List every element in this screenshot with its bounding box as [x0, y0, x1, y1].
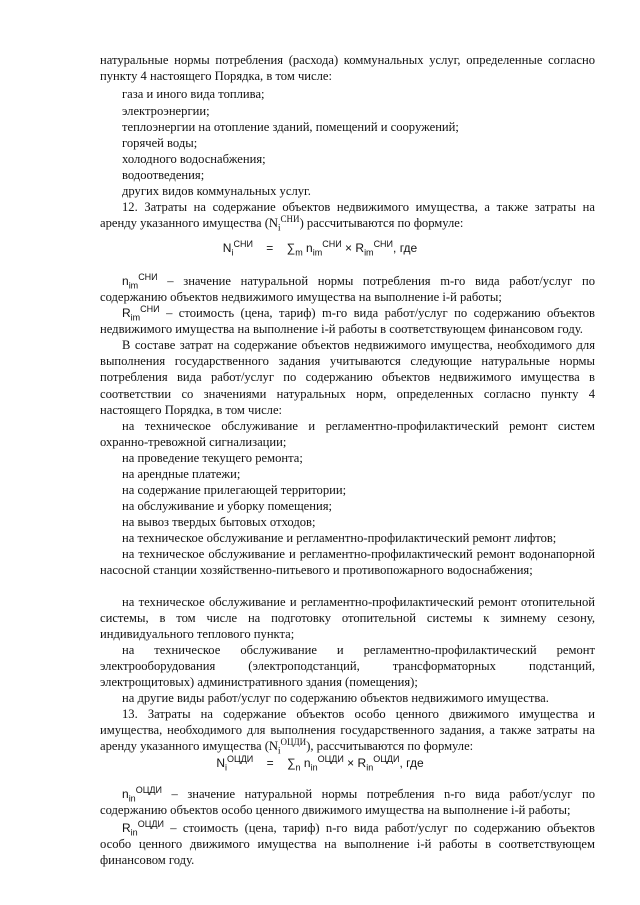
- section-13-heading: 13. Затраты на содержание объектов особо ценного движимого имущества и имущества, необходимого для выполнения государственного задания, а также затраты на аренду указанного имущества $(N_i^{ОЦДИ})$, рассчитываются по формуле:: [100, 707, 595, 756]
- utility-item: электроэнергии;: [122, 104, 210, 118]
- definition-r-ocdi: $R_{in}^{ОЦДИ}$ – стоимость (цена, тариф) n-го вида работ/услуг по содержанию объектов особо ценного движимого имущества на выполнение i-й работы в соответствующем финансовом году.: [100, 819, 595, 868]
- section-12-heading: 12. Затраты на содержание объектов недвижимого имущества, а также затраты на аренду указанного имущества $(N_i^{СНИ})$ рассчитываются по формуле:: [100, 200, 595, 233]
- definition-n-sni: $n_{im}^{СНИ}$ – значение натуральной нормы потребления m-го вида работ/услуг по содержанию объектов недвижимого имущества на выполнение i-й работы;: [100, 272, 595, 305]
- work-item: на вывоз твердых бытовых отходов;: [122, 515, 316, 529]
- definition-n-ocdi: $n_{in}^{ОЦДИ}$ – значение натуральной нормы потребления n-го вида работ/услуг по содержанию объектов особо ценного движимого имущества на выполнение i-й работы;: [100, 785, 595, 818]
- composition-paragraph: В составе затрат на содержание объектов недвижимого имущества, необходимого для выполнения государственного задания учитываются следующие натуральные нормы потребления вида работ/услуг по содержанию объектов недвижимого имущества в соответствии со значениями натуральных норм, определенных согласно пункту 4 настоящего Порядка, в том числе:: [100, 338, 595, 417]
- definition-r-sni: $R_{im}^{СНИ}$ – стоимость (цена, тариф) m-го вида работ/услуг по содержанию объектов недвижимого имущества на выполнение i-й работы в соответствующем финансовом году.: [100, 304, 596, 337]
- work-item: на арендные платежи;: [122, 467, 241, 481]
- work-item: на техническое обслуживание и регламентно-профилактический ремонт отопительной системы, в том числе на подготовку отопительной системы к зимнему сезону, индивидуального теплового пункта;: [100, 595, 595, 642]
- work-item: на обслуживание и уборку помещения;: [122, 499, 333, 513]
- utility-item: других видов коммунальных услуг.: [122, 184, 311, 198]
- work-item: на техническое обслуживание и регламентно-профилактический ремонт систем охранно-тревожной сигнализации;: [100, 419, 595, 450]
- work-item: на проведение текущего ремонта;: [122, 451, 303, 465]
- intro-paragraph: натуральные нормы потребления (расхода) коммунальных услуг, определенные согласно пункту 4 настоящего Порядка, в том числе:: [100, 53, 595, 84]
- utility-item: холодного водоснабжения;: [122, 152, 266, 166]
- work-item: на техническое обслуживание и регламентно-профилактический ремонт водонапорной насосной станции хозяйственно-питьевого и противопожарного водоснабжения;: [100, 547, 595, 578]
- work-item: на другие виды работ/услуг по содержанию объектов недвижимого имущества.: [122, 691, 549, 705]
- utility-item: газа и иного вида топлива;: [122, 87, 265, 101]
- utility-item: горячей воды;: [122, 136, 198, 150]
- work-item: на техническое обслуживание и регламентно-профилактический ремонт электрооборудования (электроподстанций, трансформаторных подстанций, электрощитовых) административного здания (помещения);: [100, 643, 595, 690]
- utility-item: теплоэнергии на отопление зданий, помещений и сооружений;: [122, 120, 459, 134]
- formula-ocdi: $N_i^{ОЦДИ} = \sum_n$ $n_{in}^{ОЦДИ} \times R_{in}^{ОЦДИ}$, где: [216, 754, 424, 773]
- formula-sni: $N_i^{СНИ} = \sum_m$ $n_{im}^{СНИ} \times R_{im}^{СНИ}$, где: [222, 239, 418, 258]
- work-item: на содержание прилегающей территории;: [122, 483, 347, 497]
- work-item: на техническое обслуживание и регламентно-профилактический ремонт лифтов;: [122, 531, 557, 545]
- utility-item: водоотведения;: [122, 168, 205, 182]
